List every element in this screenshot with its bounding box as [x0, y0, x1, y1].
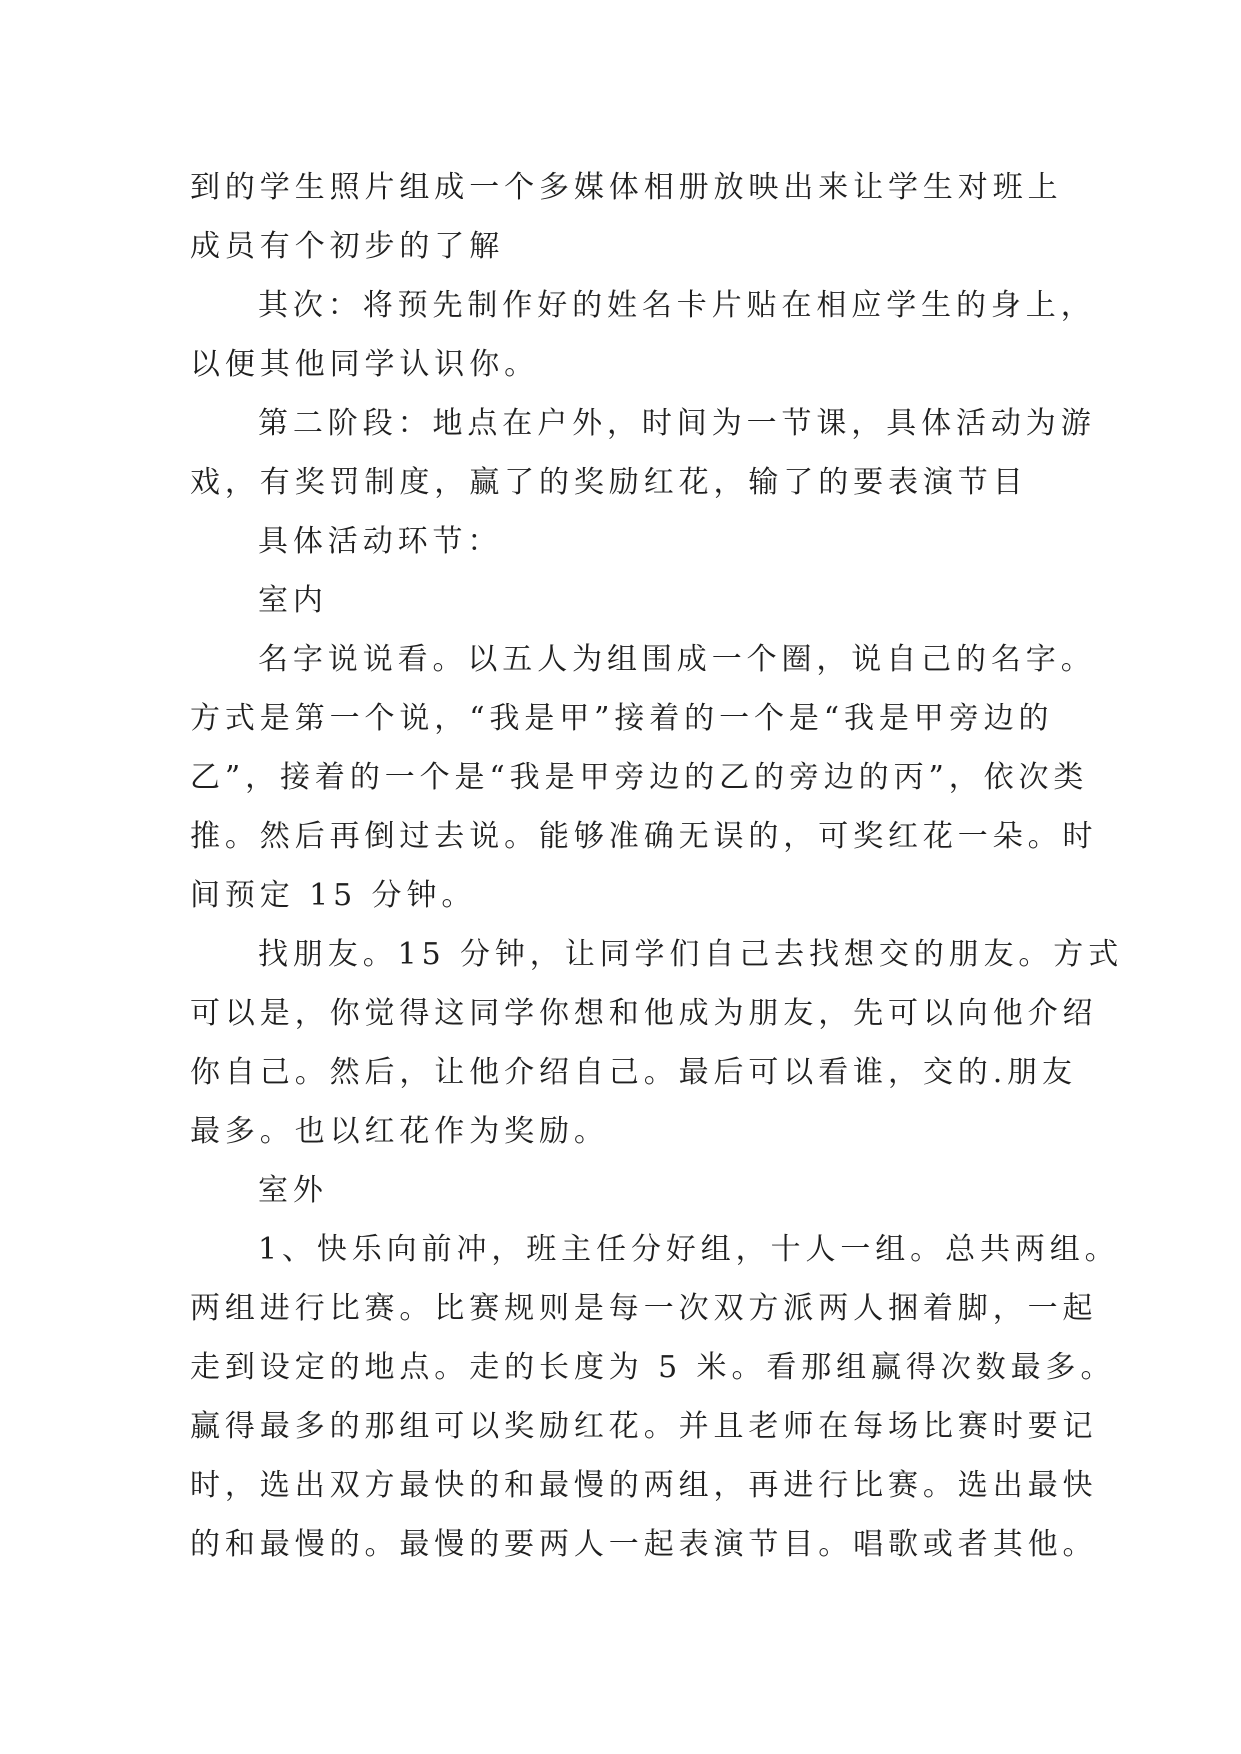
text-line: 间预定 15 分钟。: [190, 878, 477, 913]
text-line: 找朋友。15 分钟，让同学们自己去找想交的朋友。方式: [258, 937, 1124, 972]
text-line: 1、快乐向前冲，班主任分好组，十人一组。总共两组。: [258, 1232, 1120, 1267]
text-line: 赢得最多的那组可以奖励红花。并且老师在每场比赛时要记: [190, 1409, 1098, 1444]
section-heading: 室外: [258, 1173, 328, 1208]
text-line: 到的学生照片组成一个多媒体相册放映出来让学生对班上: [190, 170, 1063, 205]
text-line: 以便其他同学认识你。: [190, 347, 539, 382]
text-line: 推。然后再倒过去说。能够准确无误的，可奖红花一朵。时: [190, 819, 1098, 854]
text-line: 可以是，你觉得这同学你想和他成为朋友，先可以向他介绍: [190, 996, 1098, 1031]
text-line: 乙”，接着的一个是“我是甲旁边的乙的旁边的丙”，依次类: [190, 760, 1089, 795]
text-line: 你自己。然后，让他介绍自己。最后可以看谁，交的.朋友: [190, 1055, 1077, 1090]
text-line: 两组进行比赛。比赛规则是每一次双方派两人捆着脚，一起: [190, 1291, 1098, 1326]
text-line: 的和最慢的。最慢的要两人一起表演节目。唱歌或者其他。: [190, 1527, 1098, 1562]
text-line: 第二阶段：地点在户外，时间为一节课，具体活动为游: [258, 406, 1096, 441]
text-line: 其次：将预先制作好的姓名卡片贴在相应学生的身上，: [258, 288, 1096, 323]
section-heading: 具体活动环节：: [258, 524, 503, 559]
text-line: 时，选出双方最快的和最慢的两组，再进行比赛。选出最快: [190, 1468, 1098, 1503]
text-line: 成员有个初步的了解: [190, 229, 505, 264]
document-body: [190, 158, 1124, 1574]
text-line: 名字说说看。以五人为组围成一个圈，说自己的名字。: [258, 642, 1096, 677]
text-line: 戏，有奖罚制度，赢了的奖励红花，输了的要表演节目: [190, 465, 1028, 500]
text-line: 走到设定的地点。走的长度为 5 米。看那组赢得次数最多。: [190, 1350, 1116, 1385]
text-line: 方式是第一个说，“我是甲”接着的一个是“我是甲旁边的: [190, 701, 1054, 736]
text-line: 最多。也以红花作为奖励。: [190, 1114, 609, 1149]
section-heading: 室内: [258, 583, 328, 618]
